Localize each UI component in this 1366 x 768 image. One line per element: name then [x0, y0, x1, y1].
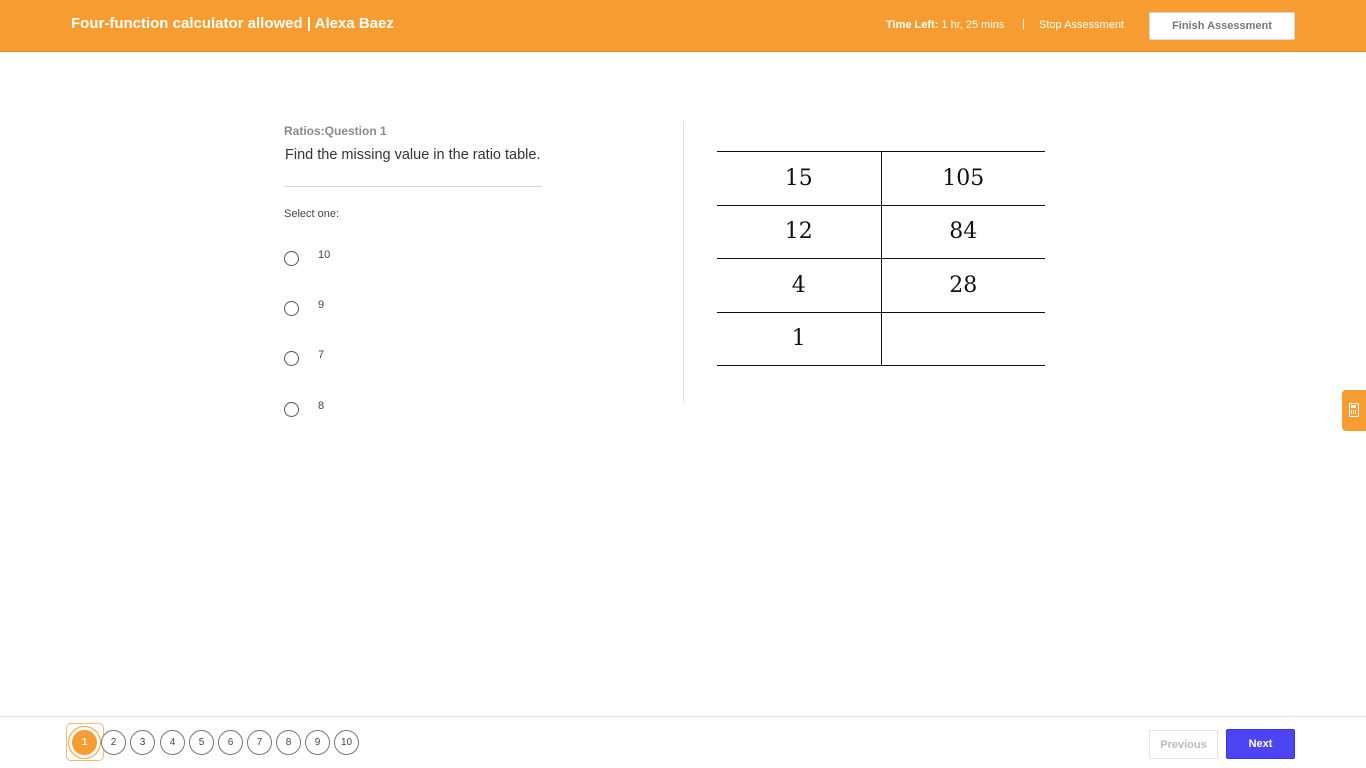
table-row: [717, 259, 1045, 313]
calculator-tab[interactable]: [1342, 390, 1366, 431]
question-nav-10[interactable]: 10: [334, 730, 359, 755]
answer-option[interactable]: [284, 249, 404, 269]
stop-assessment-link[interactable]: Stop Assessment: [1039, 19, 1124, 31]
question-nav-7[interactable]: 7: [247, 730, 272, 755]
answer-option[interactable]: [284, 349, 404, 369]
table-cell: 12: [717, 205, 881, 259]
missing-value-cell: [881, 312, 1045, 366]
answer-option-label: 7: [318, 349, 325, 361]
next-button[interactable]: Next: [1226, 729, 1295, 759]
question-nav-9[interactable]: 9: [305, 730, 330, 755]
table-cell: 84: [881, 205, 1045, 259]
question-nav-4[interactable]: 4: [160, 730, 185, 755]
table-cell: 4: [717, 259, 881, 313]
question-nav-3[interactable]: 3: [130, 730, 155, 755]
question-nav-5[interactable]: 5: [189, 730, 214, 755]
question-panel: [284, 124, 544, 163]
assessment-title: Four-function calculator allowed | Alexa Baez: [71, 15, 394, 32]
question-label: Ratios:Question 1: [284, 124, 387, 138]
answer-option[interactable]: [284, 400, 404, 420]
radio-button[interactable]: [284, 402, 299, 417]
answer-option-label: 9: [318, 299, 325, 311]
time-left-value: 1 hr, 25 mins: [941, 19, 1005, 31]
answer-option-label: 10: [318, 249, 331, 261]
time-left: [886, 19, 1004, 31]
question-divider: [284, 186, 542, 187]
footer-nav: [0, 716, 1366, 768]
answer-option[interactable]: [284, 299, 404, 319]
table-cell: 28: [881, 259, 1045, 313]
finish-assessment-button[interactable]: Finish Assessment: [1149, 12, 1295, 40]
column-divider: [683, 121, 684, 403]
table-row: [717, 205, 1045, 259]
question-nav-1[interactable]: 1: [72, 730, 97, 755]
question-text: Find the missing value in the ratio table.: [285, 147, 541, 163]
calculator-icon: [1349, 403, 1359, 417]
top-bar: [0, 0, 1366, 52]
question-nav-2[interactable]: 2: [101, 730, 126, 755]
table-cell: 1: [717, 312, 881, 366]
table-row: [717, 152, 1045, 206]
previous-button[interactable]: Previous: [1149, 730, 1218, 759]
answer-option-label: 8: [318, 400, 325, 412]
radio-button[interactable]: [284, 351, 299, 366]
radio-button[interactable]: [284, 251, 299, 266]
header-separator: |: [1022, 18, 1025, 30]
table-cell: 105: [881, 152, 1045, 206]
select-prompt: Select one:: [284, 208, 340, 220]
table-row: [717, 312, 1045, 366]
question-nav-8[interactable]: 8: [276, 730, 301, 755]
question-nav-6[interactable]: 6: [218, 730, 243, 755]
time-left-label: Time Left:: [886, 19, 939, 31]
radio-button[interactable]: [284, 301, 299, 316]
ratio-table: [717, 151, 1045, 366]
table-cell: 15: [717, 152, 881, 206]
